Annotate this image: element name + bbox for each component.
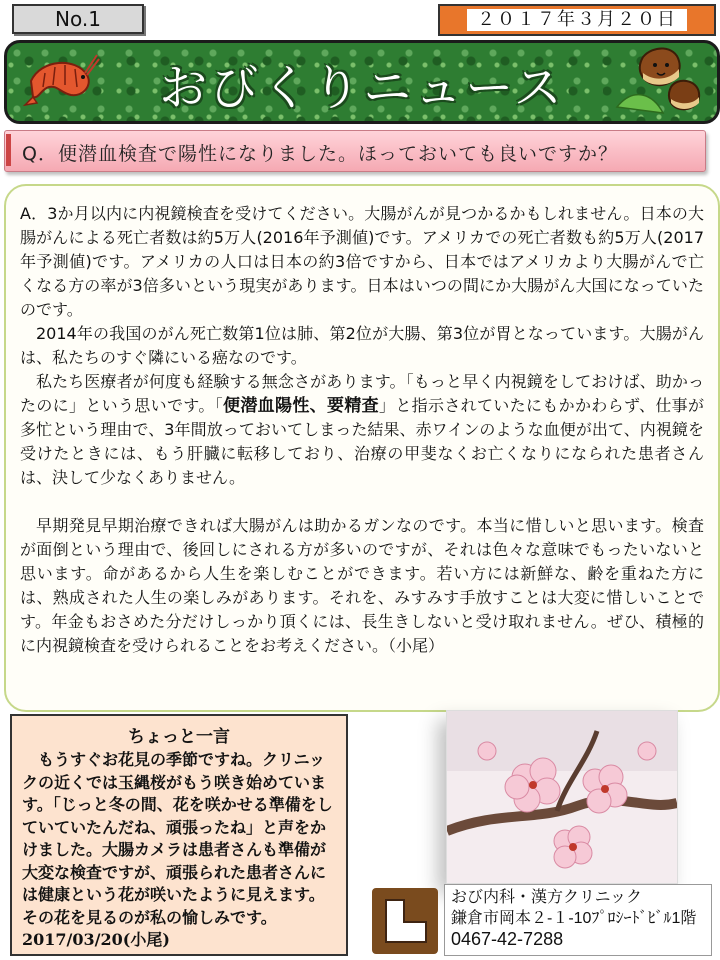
answer-paragraph-2: 2014年の我国のがん死亡数第1位は肺、第2位が大腸、第3位が胃となっています。大腸がんは、私たちのすぐ隣にいる癌なのです。 [20,324,704,367]
clinic-info [444,884,712,956]
date-box [438,4,716,36]
clinic-phone: 0467-42-7288 [451,929,564,949]
answer-paragraph-3-start: 私たち医療者が何度も経験する無念さがあります。「もっと早く内視鏡をしておけば、助かったのに」という思いです。「 [20,372,704,415]
chestnut-icon [613,47,703,117]
answer-panel [4,184,720,712]
note-body: もうすぐお花見の季節ですね。クリニックの近くでは玉縄桜がもう咲き始めています。「じっと冬の間、花を咲かせる準備をしていていたんだね、頑張ったね」と声をかけました。大腸カメラは患者さんも準備が大変な検査ですが、頑張られた患者さんには健康という花が咲いたように見えます。その花を見るのが私の愉しみです。2017/03/20(小尾) [22,750,333,949]
answer-paragraph-3 [20,370,704,490]
title-banner [4,40,720,124]
question-banner [4,130,716,174]
question-accent-bar [6,134,11,166]
clinic-address: 鎌倉市岡本２-１-10ﾌﾟﾛｼｰﾄﾞﾋﾞﾙ1階 [451,910,697,927]
issue-number-box [12,4,144,34]
issue-number: No.1 [55,7,101,31]
clinic-name: おび内科・漢方クリニック [451,889,643,906]
answer-paragraph-3-end: 」と指示されていたにもかかわらず、仕事が多忙という理由で、3年間放っておいてしまった結果、赤ワインのような血便が出て、内視鏡を受けたときには、もう肝臓に転移しており、治療の甲斐なくお亡くなりになられた患者さんは、決して少なくありません。 [20,396,704,487]
question-text: Q．便潜血検査で陽性になりました。ほっておいても良いですか？ [22,143,618,165]
newsletter-title: おびくりニュース [159,60,565,116]
issue-date: ２０１７年３月２０日 [467,9,687,31]
answer-paragraph-4: 早期発見早期治療できれば大腸がんは助かるガンなのです。本当に惜しいと思います。検査が面倒という理由で、後回しにされる方が多いのですが、それは色々な意味でもったいないと思います。命があるから人生を楽しむことができます。若い方には新鮮な、齢を重ねた方には、熟成された人生の楽しみがあります。それを、みすみす手放すことは大変に惜しいことです。年金もおさめた分だけしっかり頂くには、長生きしないと受け取れません。ぜひ、積極的に内視鏡検査を受けられることをお考えください。（小尾） [20,516,704,655]
clinic-logo-icon [372,888,438,954]
cherry-blossom-image [447,711,677,883]
answer-paragraph-1: A．3か月以内に内視鏡検査を受けてください。大腸がんが見つかるかもしれません。日本の大腸がんによる死亡者数は約5万人(2016年予測値)です。アメリカでの死亡者数も約5万人(2017年予測値)です。アメリカの人口は日本の約3倍ですから、日本ではアメリカより大腸がんで亡くなる方の率が3倍多いという現実があります。日本はいつの間にか大腸がん大国になっていたのです。 [20,204,704,319]
emphasis-positive-result: 便潜血陽性、要精査 [223,396,379,416]
short-note-box [10,714,348,956]
cherry-blossom-photo [446,710,678,884]
note-title: ちょっと一言 [128,727,230,747]
clinic-logo [372,888,438,954]
